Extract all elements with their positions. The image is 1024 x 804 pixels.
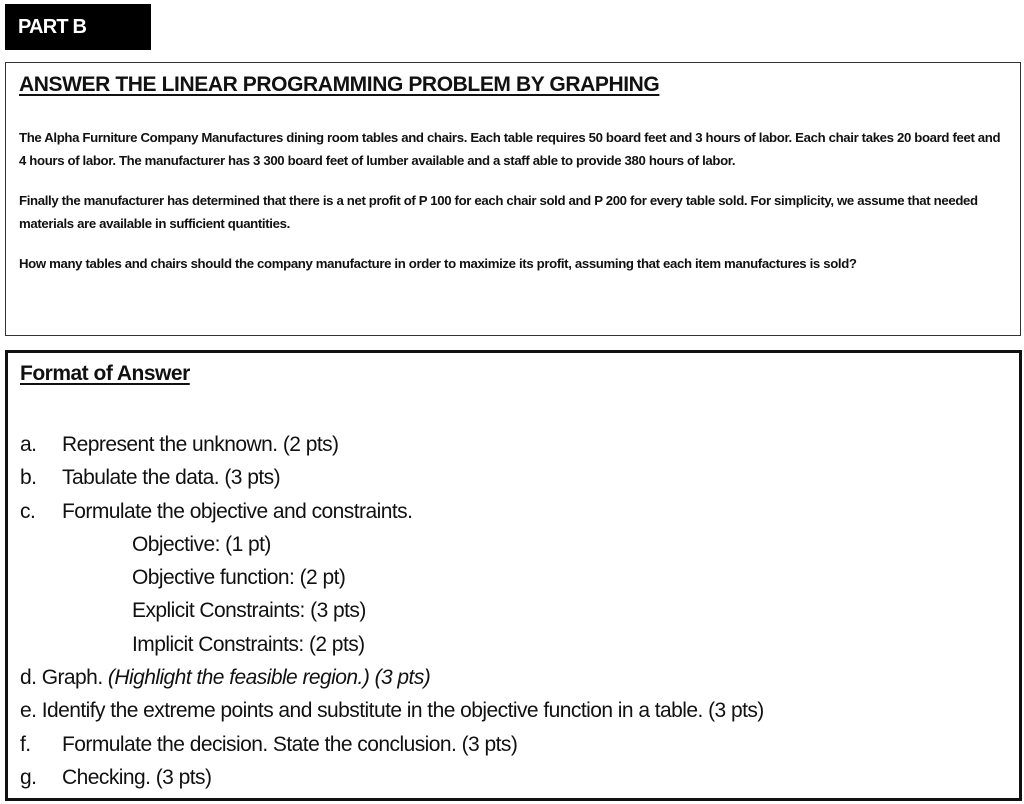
problem-paragraph: How many tables and chairs should the company manufacture in order to maximize its profit, assuming that each item manufactures is sold? (19, 256, 857, 271)
item-label: f. (20, 732, 31, 756)
sub-item-objective-function: Objective function: (2 pt) (132, 566, 346, 590)
sub-item-explicit-constraints: Explicit Constraints: (3 pts) (132, 599, 366, 623)
list-item-a (20, 428, 1007, 461)
item-text: Formulate the decision. State the conclusion. (3 pts) (62, 732, 518, 756)
item-label: a. (20, 433, 37, 456)
part-label: PART B (5, 4, 151, 50)
format-list (20, 428, 1007, 794)
item-text: Represent the unknown. (2 pts) (62, 433, 339, 456)
item-label: b. (20, 466, 37, 490)
format-title: Format of Answer (20, 362, 190, 385)
problem-title: ANSWER THE LINEAR PROGRAMMING PROBLEM BY GRAPHING (19, 73, 660, 96)
item-text: Checking. (3 pts) (62, 765, 212, 789)
problem-paragraph: The Alpha Furniture Company Manufactures dining room tables and chairs. Each table requires 50 board feet and 3 hours of labor. Each chair takes 20 board feet and 4 hours of labor. The manufacturer has 3 300 board feet of lumber available and a staff able to provide 380 hours of labor. (19, 130, 1001, 168)
list-item-c (20, 495, 1007, 528)
sub-item-implicit-constraints: Implicit Constraints: (2 pts) (132, 632, 365, 656)
item-text: Formulate the objective and constraints. (62, 499, 413, 523)
list-item-d (20, 661, 1007, 694)
sub-item-objective: Objective: (1 pt) (132, 532, 271, 556)
item-label: c. (20, 499, 36, 523)
item-italic-note: (Highlight the feasible region.) (3 pts) (107, 666, 431, 690)
list-item-f (20, 728, 1007, 761)
list-item-e: e. Identify the extreme points and substitute in the objective function in a table. (3 pts) (20, 699, 764, 723)
format-box (5, 350, 1022, 801)
item-label: g. (20, 765, 37, 789)
problem-box (5, 62, 1021, 336)
problem-paragraph: Finally the manufacturer has determined that there is a net profit of P 100 for each chair sold and P 200 for every table sold. For simplicity, we assume that needed materials are available in sufficient quantities. (19, 193, 978, 231)
item-text: d. Graph. (20, 666, 108, 690)
item-text: Tabulate the data. (3 pts) (62, 466, 281, 490)
list-item-b (20, 461, 1007, 494)
list-item-g (20, 761, 1007, 794)
